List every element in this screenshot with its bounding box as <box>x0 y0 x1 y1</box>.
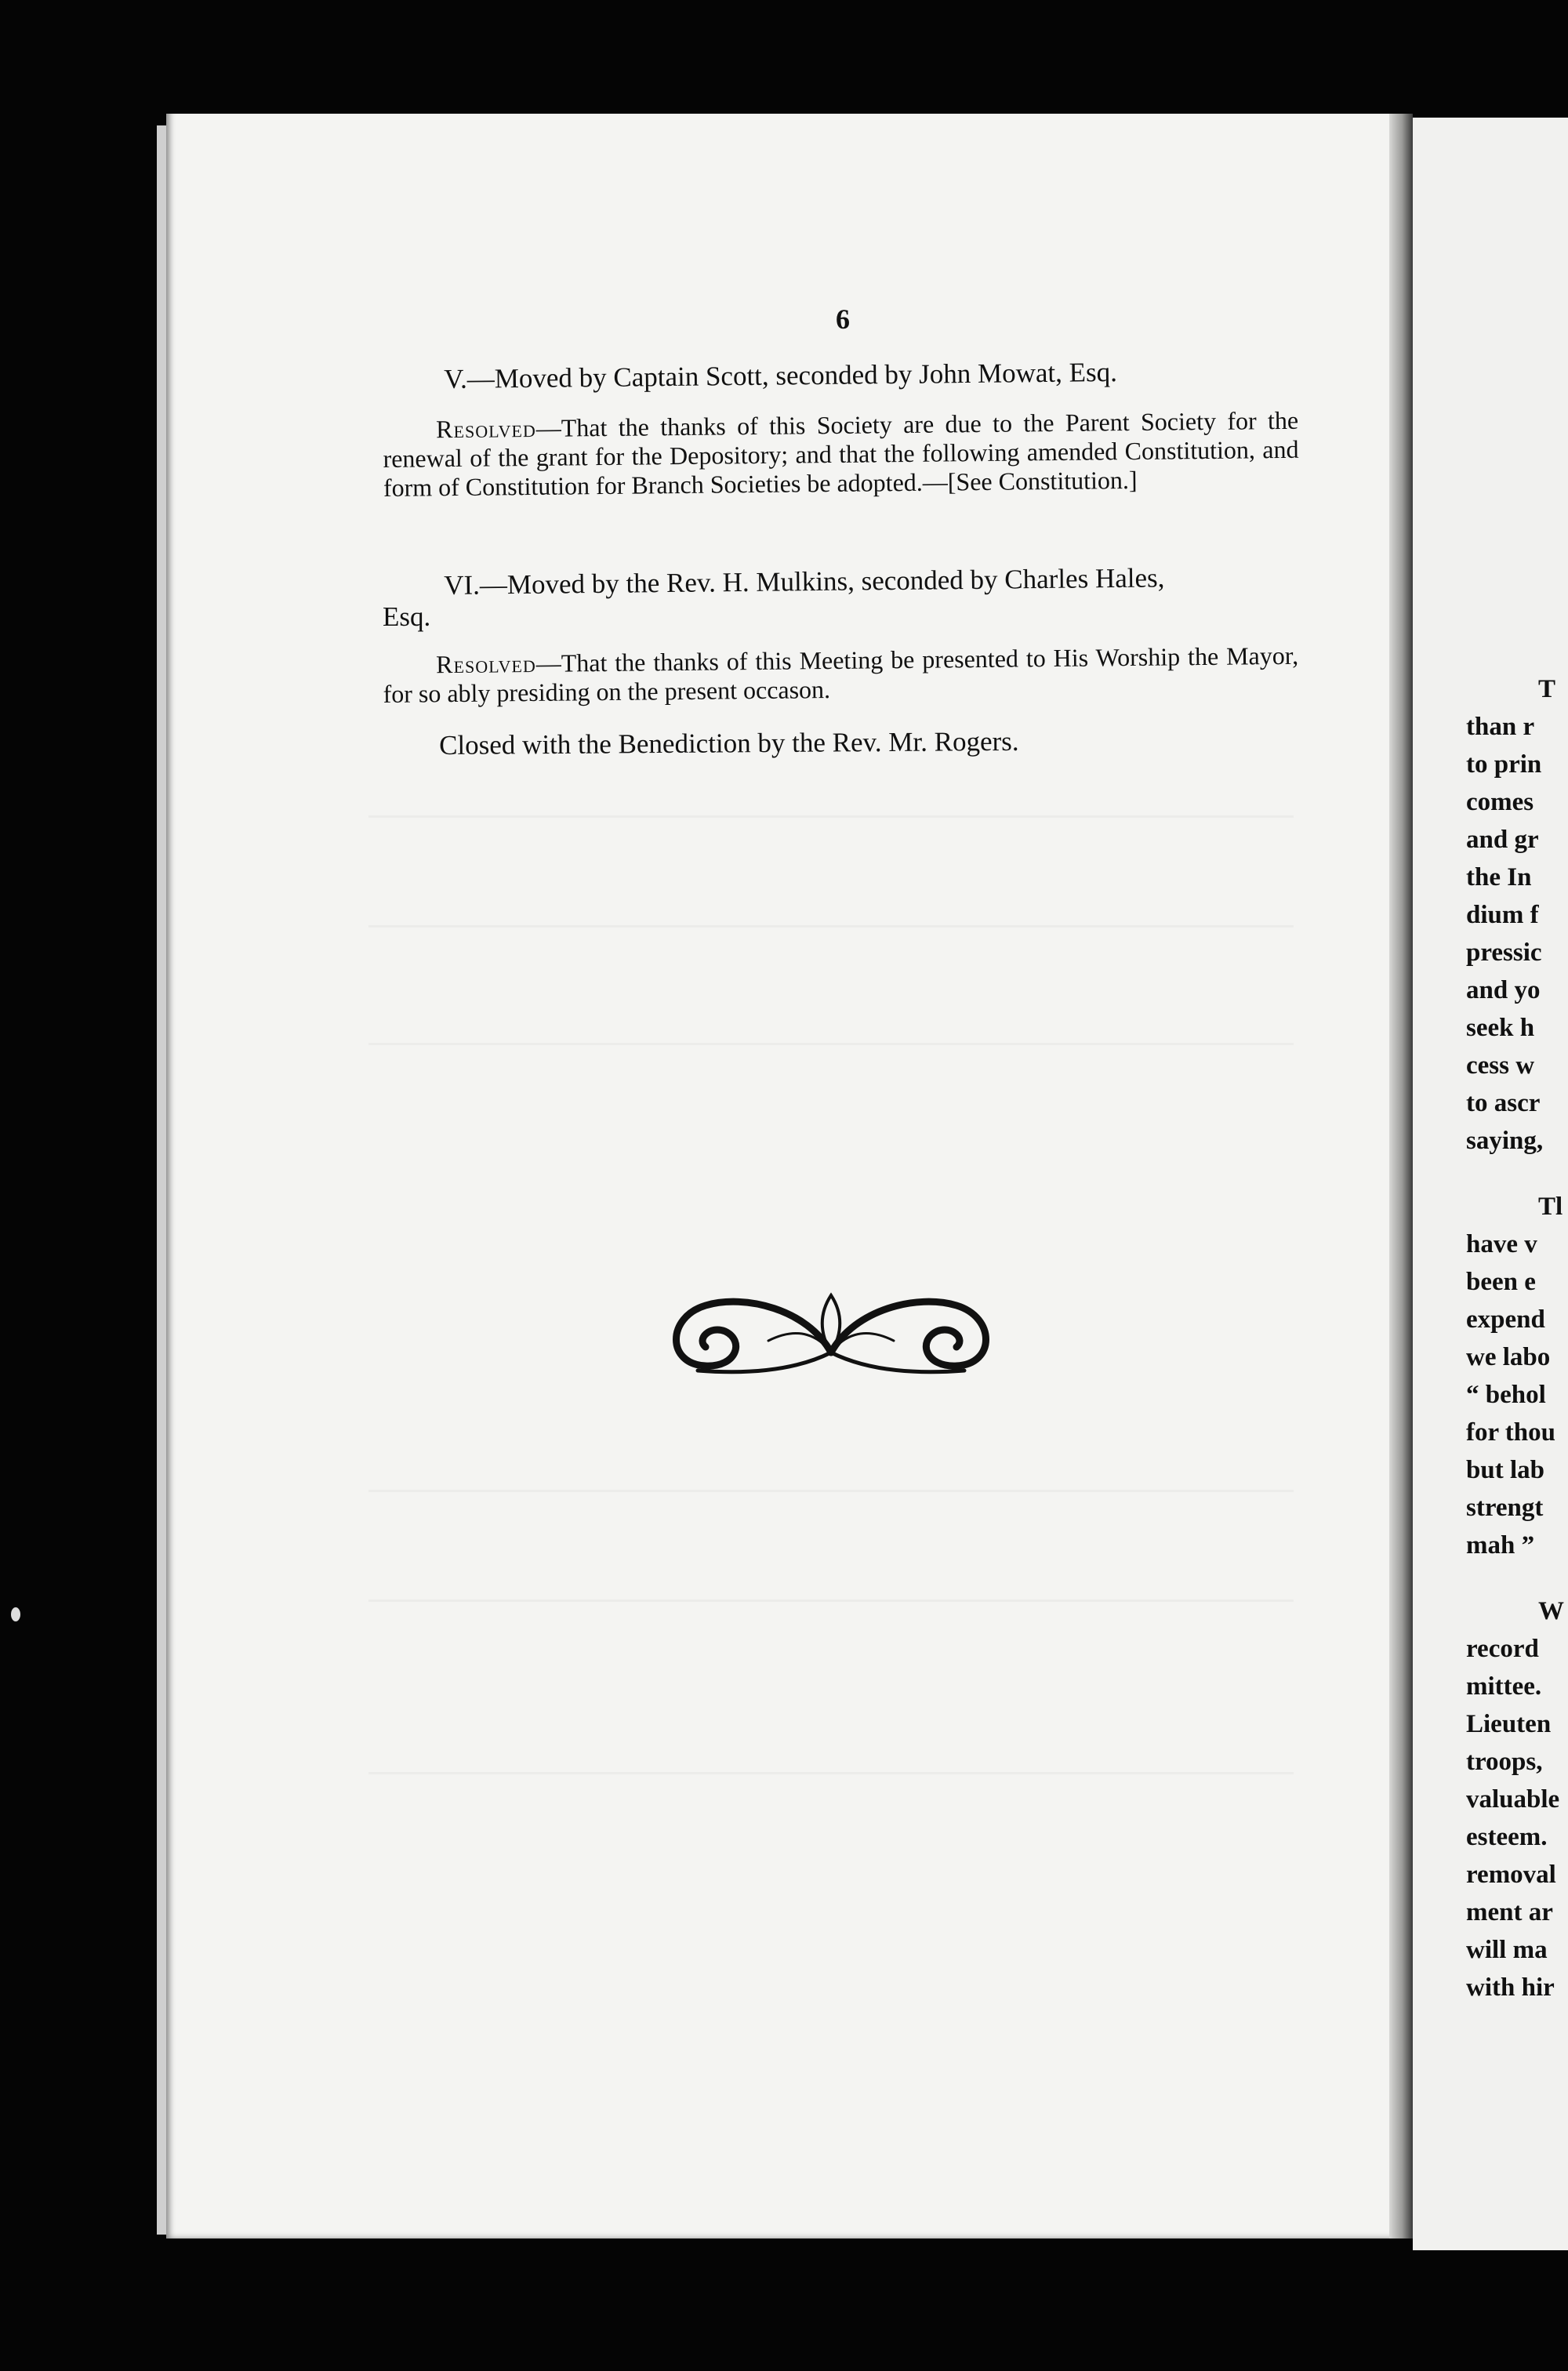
resolution-text: —That the thanks of this Society are due to the Parent Society for the renewal of the grant for the Depository; and that the following amended Constitution, and form of Constitution for Branch Societies be adopted.—[See Constitution.] <box>383 405 1299 502</box>
right-page-line: dium f <box>1466 901 1539 929</box>
right-page-line: Lieuten <box>1466 1710 1552 1738</box>
motion-vi-heading: VI.—Moved by the Rev. H. Mulkins, seconded by Charles Hales, <box>443 562 1165 601</box>
right-page-line: been e <box>1466 1268 1536 1296</box>
right-page-line: mah ” <box>1466 1531 1535 1559</box>
right-page-line: troops, <box>1466 1748 1543 1776</box>
resolved-label: Resolved <box>435 648 536 679</box>
right-page-line: to prin <box>1466 750 1542 779</box>
right-page-line: W <box>1538 1597 1564 1625</box>
motion-vi-heading-continued: Esq. <box>383 601 431 632</box>
motion-v-resolution <box>383 406 1299 503</box>
right-page-line: ment ar <box>1466 1898 1553 1926</box>
bleed-through <box>368 1772 1294 1774</box>
decorative-flourish-icon <box>651 1278 1011 1388</box>
right-page-line: will ma <box>1466 1936 1548 1964</box>
right-page-line: mittee. <box>1466 1672 1542 1701</box>
page-gutter <box>1389 114 1413 2238</box>
right-page-line: but lab <box>1466 1456 1544 1484</box>
page-number: 6 <box>836 303 850 335</box>
right-page-line: saying, <box>1466 1127 1544 1155</box>
resolution-text: —That the thanks of this Meeting be presented to His Worship the Mayor, for so ably presiding on the present occason. <box>383 641 1299 708</box>
right-page-line: and gr <box>1466 826 1539 854</box>
right-page-line: have v <box>1466 1230 1537 1258</box>
right-page-line: “ behol <box>1466 1381 1546 1409</box>
resolved-label: Resolved <box>435 413 536 444</box>
right-page-line: removal <box>1466 1861 1556 1889</box>
motion-vi-resolution <box>383 641 1299 709</box>
right-page-line: seek h <box>1466 1014 1535 1042</box>
right-page-line: the In <box>1466 863 1532 891</box>
right-page-line: expend <box>1466 1305 1545 1334</box>
closing-line: Closed with the Benediction by the Rev. Mr. Rogers. <box>438 725 1019 761</box>
bleed-through <box>368 1599 1294 1602</box>
bleed-through <box>368 815 1294 818</box>
right-page-line: for thou <box>1466 1418 1555 1447</box>
right-page-line: Tl <box>1538 1193 1563 1221</box>
bleed-through <box>368 925 1294 928</box>
right-page-line: esteem. <box>1466 1823 1548 1851</box>
right-page-line: than r <box>1466 713 1535 741</box>
right-page-line: with hir <box>1466 1973 1555 2002</box>
right-page-line: to ascr <box>1466 1089 1541 1117</box>
right-page-line: valuable <box>1466 1785 1560 1814</box>
right-page-line: strengt <box>1466 1494 1544 1522</box>
right-page-line: we labo <box>1466 1343 1551 1371</box>
scan-speck <box>11 1607 20 1621</box>
right-page-line: pressic <box>1466 939 1542 967</box>
bleed-through <box>368 1043 1294 1045</box>
right-page-line: comes <box>1466 788 1534 816</box>
right-page-line: and yo <box>1466 976 1541 1004</box>
motion-v-heading: V.—Moved by Captain Scott, seconded by John Mowat, Esq. <box>443 357 1118 394</box>
bleed-through <box>368 1490 1294 1492</box>
right-page-line: cess w <box>1466 1051 1535 1080</box>
right-page-line: record <box>1466 1635 1539 1663</box>
right-page-line: T <box>1538 675 1556 703</box>
